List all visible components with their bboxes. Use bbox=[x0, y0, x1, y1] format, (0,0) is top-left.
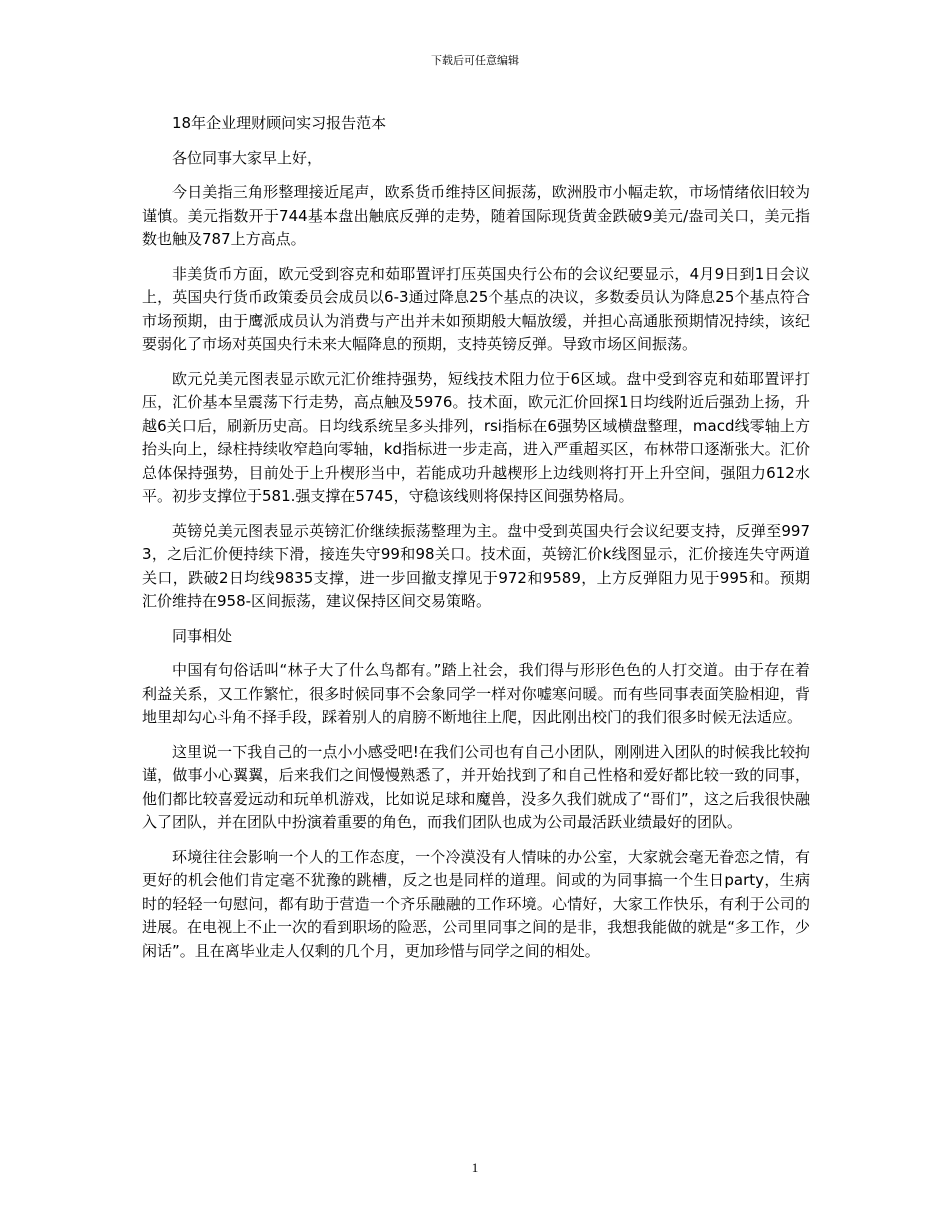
body-paragraph: 非美货币方面，欧元受到容克和茹耶置评打压英国央行公布的会议纪要显示，4月9日到1日会议上，英国央行货币政策委员会成员以6-3通过降息25个基点的决议，多数委员认为降息25个基点符合市场预期，由于鹰派成员认为消费与产出并未如预期般大幅放缓，并担心高通胀预期情况持续，该纪要弱化了市场对英国央行未来大幅降息的预期，支持英镑反弹。导致市场区间振荡。 bbox=[142, 264, 810, 353]
document-title: 18年企业理财顾问实习报告范本 bbox=[172, 114, 387, 132]
body-paragraph: 环境往往会影响一个人的工作态度，一个冷漠没有人情味的办公室，大家就会毫无眷恋之情，有更好的机会他们肯定毫不犹豫的跳槽，反之也是同样的道理。间或的为同事搞一个生日party，生病时的轻轻一句慰问，都有助于营造一个齐乐融融的工作环境。心情好，大家工作快乐，有利于公司的进展。在电视上不止一次的看到职场的险恶，公司里同事之间的是非，我想我能做的就是“多工作，少闲话”。且在离毕业走人仅剩的几个月，更加珍惜与同学之间的相处。 bbox=[142, 847, 810, 960]
section-heading: 同事相处 bbox=[172, 626, 233, 645]
body-paragraph: 中国有句俗话叫“林子大了什么鸟都有。”踏上社会，我们得与形形色色的人打交道。由于存在着利益关系，又工作繁忙，很多时候同事不会象同学一样对你嘘寒问暖。而有些同事表面笑脸相迎，背地里却勾心斗角不择手段，踩着别人的肩膀不断地往上爬，因此刚出校门的我们很多时候无法适应。 bbox=[142, 661, 810, 726]
body-paragraph: 这里说一下我自己的一点小小感受吧!在我们公司也有自己小团队，刚刚进入团队的时候我比较拘谨，做事小心翼翼，后来我们之间慢慢熟悉了，并开始找到了和自己性格和爱好都比较一致的同事，他们都比较喜爱远动和玩单机游戏，比如说足球和魔兽，没多久我们就成了“哥们”，这之后我很快融入了团队，并在团队中扮演着重要的角色，而我们团队也成为公司最活跃业绩最好的团队。 bbox=[142, 742, 810, 831]
page-header: 下载后可任意编辑 bbox=[431, 54, 519, 67]
body-paragraph: 今日美指三角形整理接近尾声，欧系货币维持区间振荡，欧洲股市小幅走软，市场情绪依旧较为谨慎。美元指数开于744基本盘出触底反弹的走势，随着国际现货黄金跌破9美元/盎司关口，美元指数也触及787上方高点。 bbox=[142, 183, 810, 248]
body-paragraph: 欧元兑美元图表显示欧元汇价维持强势，短线技术阻力位于6区域。盘中受到容克和茹耶置评打压，汇价基本呈震荡下行走势，高点触及5976。技术面，欧元汇价回探1日均线附近后强劲上扬，升越6关口后，刷新历史高。日均线系统呈多头排列，rsi指标在6强势区域横盘整理，macd线零轴上方抬头向上，绿柱持续收窄趋向零轴，kd指标进一步走高，进入严重超买区，布林带口逐渐张大。汇价总体保持强势，目前处于上升楔形当中，若能成功升越楔形上边线则将打开上升空间，强阻力612水平。初步支撑位于581.强支撑在5745，守稳该线则将保持区间强势格局。 bbox=[142, 369, 810, 505]
greeting-paragraph: 各位同事大家早上好， bbox=[172, 148, 323, 167]
page-number: 1 bbox=[471, 1160, 479, 1175]
body-paragraph: 英镑兑美元图表显示英镑汇价继续振荡整理为主。盘中受到英国央行会议纪要支持，反弹至9973，之后汇价便持续下滑，接连失守99和98关口。技术面，英镑汇价k线图显示，汇价接连失守两道关口，跌破2日均线9835支撑，进一步回撤支撑见于972和9589，上方反弹阻力见于995和。预期汇价维持在958-区间振荡，建议保持区间交易策略。 bbox=[142, 521, 810, 610]
document-body bbox=[142, 112, 810, 974]
